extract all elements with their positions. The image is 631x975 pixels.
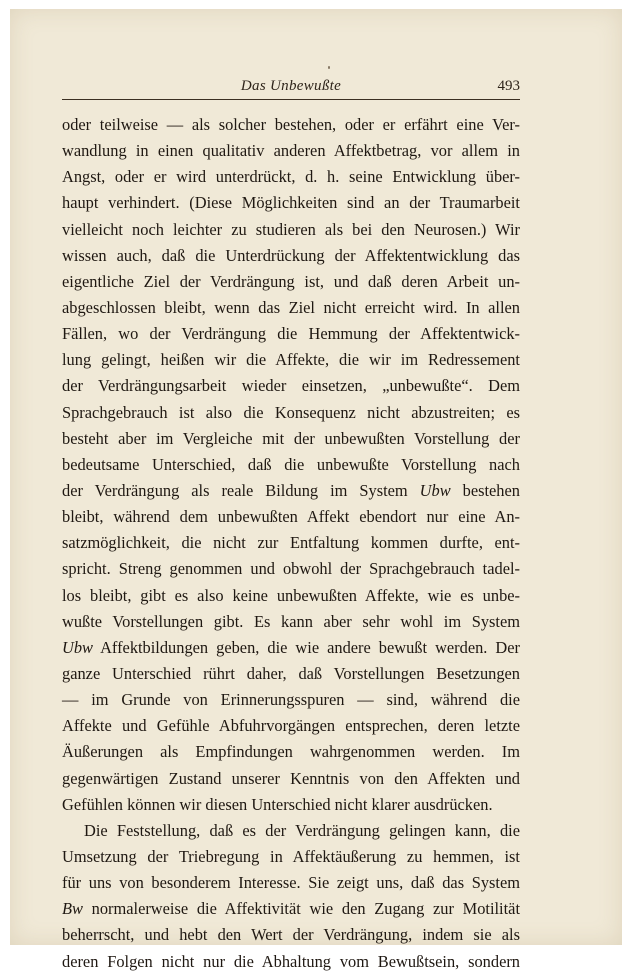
text-line: oder teilweise — als solcher bestehen, oder er erfährt eine Ver- bbox=[62, 115, 520, 134]
text-line: besteht aber im Vergleiche mit der unbewußten Vorstellung der bbox=[62, 428, 520, 448]
running-title: Das Unbewußte bbox=[240, 78, 342, 94]
text-line bbox=[62, 896, 520, 922]
text-segment: normalerweise die Affektivität wie den Zugang zur Motilität bbox=[82, 899, 520, 919]
body-text bbox=[62, 112, 520, 975]
text-line: Sprachgebrauch ist also die Konsequenz nicht abzustreiten; es bbox=[62, 402, 520, 422]
italic-term-bw: Bw bbox=[62, 899, 83, 919]
text-line: ganze Unterschied rührt daher, daß Vorstellungen Besetzungen bbox=[62, 663, 520, 683]
text-line: — im Grunde von Erinnerungsspuren — sind, während die bbox=[62, 690, 520, 710]
text-line: los bleibt, gibt es also keine unbewußten Affekte, wie es unbe- bbox=[62, 585, 520, 605]
text-line: deren Folgen nicht nur die Abhaltung vom Bewußtsein, sondern bbox=[62, 951, 520, 971]
text-line: eigentliche Ziel der Verdrängung ist, und daß deren Arbeit un- bbox=[62, 271, 520, 291]
text-line: der Verdrängungsarbeit wieder einsetzen, „unbewußte“. Dem bbox=[62, 376, 520, 396]
text-line: gegenwärtigen Zustand unserer Kenntnis von den Affekten und bbox=[62, 768, 520, 788]
text-line: satzmöglichkeit, die nicht zur Entfaltung kommen durfte, ent- bbox=[62, 533, 520, 553]
text-line: wissen auch, daß die Unterdrückung der Affektentwicklung das bbox=[62, 245, 520, 265]
running-header bbox=[62, 75, 520, 100]
text-line: bedeutsame Unterschied, daß die unbewußte Vorstellung nach bbox=[62, 454, 520, 474]
text-line: Affekte und Gefühle Abfuhrvorgängen entsprechen, deren letzte bbox=[62, 716, 520, 736]
text-line: Die Feststellung, daß es der Verdrängung gelingen kann, die bbox=[84, 820, 520, 840]
text-segment: der Verdrängung als reale Bildung im System bbox=[62, 480, 420, 500]
text-line: Umsetzung der Triebregung in Affektäußerung zu hemmen, ist bbox=[62, 846, 520, 866]
text-line: wandlung in einen qualitativ anderen Affektbetrag, vor allem in bbox=[62, 141, 520, 161]
text-line bbox=[62, 635, 520, 661]
text-segment: bestehen bbox=[450, 480, 520, 500]
italic-term-ubw: Ubw bbox=[62, 637, 93, 657]
text-line: abgeschlossen bleibt, wenn das Ziel nicht erreicht wird. In allen bbox=[62, 297, 520, 317]
book-page bbox=[10, 9, 622, 971]
text-line: vielleicht noch leichter zu studieren als bei den Neurosen.) Wir bbox=[62, 219, 520, 239]
text-line: bleibt, während dem unbewußten Affekt ebendort nur eine An- bbox=[62, 507, 520, 527]
text-line: für uns von besonderem Interesse. Sie zeigt uns, daß das System bbox=[62, 873, 520, 893]
text-line bbox=[62, 478, 520, 504]
text-line: lung gelingt, heißen wir die Affekte, die wir im Redressement bbox=[62, 350, 520, 370]
text-line: Fällen, wo der Verdrängung die Hemmung der Affektentwick- bbox=[62, 324, 520, 344]
text-line: Äußerungen als Empfindungen wahrgenommen werden. Im bbox=[62, 742, 520, 762]
ink-speck bbox=[328, 66, 330, 69]
text-line: Angst, oder er wird unterdrückt, d. h. seine Entwicklung über- bbox=[62, 167, 520, 187]
text-line: Gefühlen können wir diesen Unterschied nicht klarer ausdrücken. bbox=[62, 794, 493, 814]
text-segment: Affektbildungen geben, die wie andere bewußt werden. Der bbox=[92, 637, 520, 657]
text-line: wußte Vorstellungen gibt. Es kann aber sehr wohl im System bbox=[62, 611, 520, 631]
text-line: beherrscht, und hebt den Wert der Verdrängung, indem sie als bbox=[62, 925, 520, 945]
page-number: 493 bbox=[497, 78, 520, 94]
italic-term-ubw: Ubw bbox=[419, 480, 451, 500]
text-line: haupt verhindert. (Diese Möglichkeiten sind an der Traumarbeit bbox=[62, 193, 520, 213]
text-line: spricht. Streng genommen und obwohl der Sprachgebrauch tadel- bbox=[62, 559, 520, 579]
